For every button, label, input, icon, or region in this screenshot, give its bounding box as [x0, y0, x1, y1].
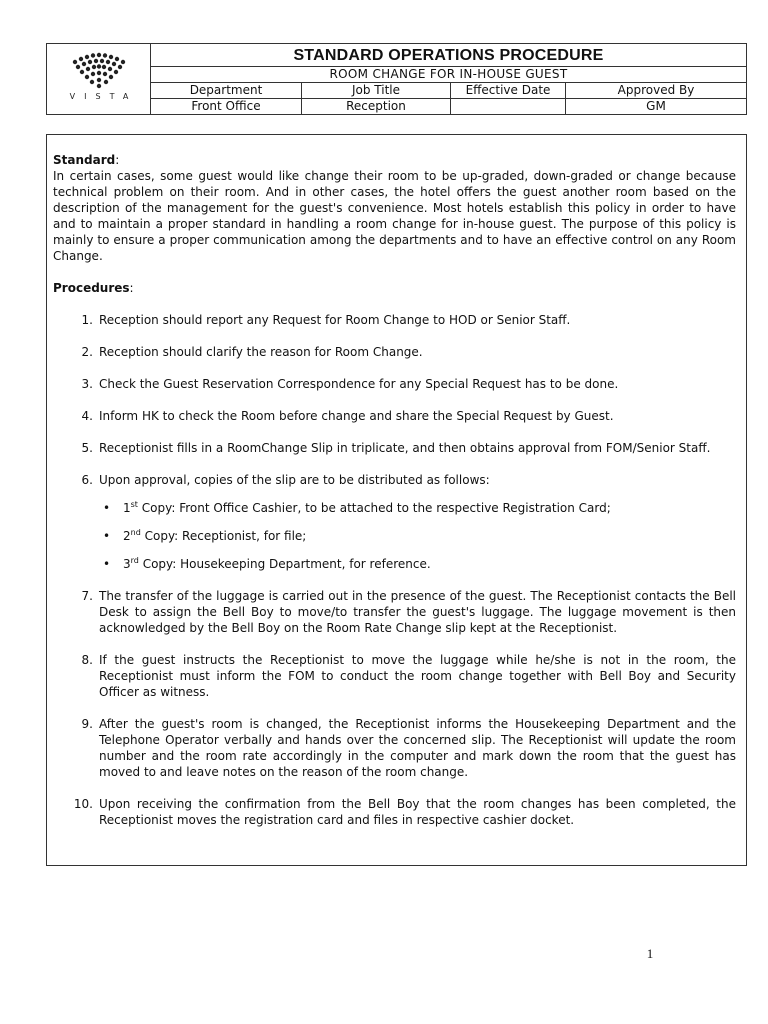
procedure-content — [53, 152, 736, 844]
procedure-text: Reception should report any Request for Room Change to HOD or Senior Staff. — [99, 313, 571, 327]
approved-by-value: GM — [646, 99, 666, 113]
effective-date-value — [451, 99, 566, 114]
logo-text: VISTA — [69, 92, 138, 101]
procedures-list — [53, 312, 736, 828]
copy-item — [99, 556, 736, 572]
copy-item — [99, 528, 736, 544]
page-title: STANDARD OPERATIONS PROCEDURE — [293, 47, 604, 64]
procedure-text: The transfer of the luggage is carried out in the presence of the guest. The Receptionist contacts the Bell Desk to assign the Bell Boy to move/to transfer the guest's luggage. The luggage movement is then acknowledged by the Bell Boy on the Room Rate Change slip kept at the Receptionist. — [99, 589, 736, 635]
crown-logo-icon — [67, 52, 131, 92]
bullet-icon: • — [103, 529, 111, 543]
procedure-text: Check the Guest Reservation Correspondence for any Special Request has to be done. — [99, 377, 619, 391]
procedures-heading-text: Procedures — [53, 281, 130, 295]
procedure-number: 5. — [81, 441, 93, 455]
page-subtitle: ROOM CHANGE FOR IN-HOUSE GUEST — [329, 67, 568, 81]
logo-cell — [47, 44, 151, 114]
procedure-number: 3. — [81, 377, 93, 391]
copy-text: Copy: Front Office Cashier, to be attached to the respective Registration Card; — [137, 501, 611, 515]
procedure-text: Inform HK to check the Room before change and share the Special Request by Guest. — [99, 409, 614, 423]
page-number: 1 — [646, 946, 654, 961]
procedure-text: After the guest's room is changed, the Receptionist informs the Housekeeping Department and the Telephone Operator verbally and hands over the concerned slip. The Receptionist will update the room number and the room rate accordingly in the computer and mark down the room that the guest has moved to and leave notes on the reason of the room change. — [99, 717, 736, 779]
procedure-text: Upon receiving the confirmation from the Bell Boy that the room changes has been completed, the Receptionist moves the registration card and files in respective cashier docket. — [99, 797, 736, 827]
copy-ordinal-suffix: st — [130, 500, 138, 509]
department-header: Department — [151, 83, 302, 98]
copy-ordinal: 1 — [123, 501, 131, 515]
procedure-item — [53, 796, 736, 828]
job-title-header: Job Title — [302, 83, 451, 98]
approved-by-header: Approved By — [617, 83, 695, 97]
bullet-icon: • — [103, 501, 111, 515]
procedure-number: 6. — [81, 473, 93, 487]
procedure-item — [53, 716, 736, 780]
procedure-item — [53, 472, 736, 572]
procedure-item — [53, 652, 736, 700]
procedure-item — [53, 376, 736, 392]
procedure-number: 4. — [81, 409, 93, 423]
procedure-item — [53, 440, 736, 456]
procedures-heading — [53, 280, 736, 296]
subtitle-row — [151, 67, 746, 83]
procedure-text: Receptionist fills in a RoomChange Slip in triplicate, and then obtains approval from FOM/Senior Staff. — [99, 441, 711, 455]
procedures-heading-colon: : — [129, 281, 134, 295]
procedure-item — [53, 312, 736, 328]
copies-list — [99, 500, 736, 572]
procedure-number: 1. — [81, 313, 93, 327]
procedure-number: 2. — [81, 345, 93, 359]
bullet-icon: • — [103, 557, 111, 571]
standard-heading-colon: : — [115, 153, 120, 167]
sop-header-table — [46, 43, 747, 115]
copy-ordinal-suffix: rd — [130, 556, 139, 565]
copy-text: Copy: Housekeeping Department, for reference. — [138, 557, 431, 571]
procedure-number: 9. — [81, 717, 93, 731]
standard-heading-text: Standard — [53, 153, 116, 167]
procedure-item — [53, 588, 736, 636]
standard-heading — [53, 152, 736, 168]
procedure-text: Upon approval, copies of the slip are to be distributed as follows: — [99, 473, 490, 487]
copy-ordinal: 2 — [123, 529, 131, 543]
title-row — [151, 44, 746, 67]
procedure-body-box — [46, 134, 747, 866]
procedure-item — [53, 408, 736, 424]
copy-ordinal: 3 — [123, 557, 131, 571]
department-value: Front Office — [151, 99, 302, 114]
column-header-row — [151, 83, 746, 99]
copy-item — [99, 500, 736, 516]
procedure-number: 10. — [73, 797, 93, 811]
procedure-number: 8. — [81, 653, 93, 667]
effective-date-header: Effective Date — [451, 83, 566, 98]
procedure-item — [53, 344, 736, 360]
header-details — [151, 44, 746, 114]
standard-text: In certain cases, some guest would like change their room to be up-graded, down-graded or change because technical problem on their room. And in other cases, the hotel offers the guest another room based on the description of the management for the guest's convenience. Most hotels establish this policy in order to have and to maintain a proper standard in handling a room change for in-house guest. The purpose of this policy is mainly to ensure a proper communication among the departments and to have an effective control on any Room Change. — [53, 169, 736, 263]
job-title-value: Reception — [302, 99, 451, 114]
procedure-number: 7. — [81, 589, 93, 603]
procedure-text: Reception should clarify the reason for Room Change. — [99, 345, 423, 359]
column-value-row — [151, 99, 746, 114]
copy-ordinal-suffix: nd — [130, 528, 141, 537]
procedure-text: If the guest instructs the Receptionist to move the luggage while he/she is not in the room, the Receptionist must inform the FOM to conduct the room change together with Bell Boy and Security Officer as witness. — [99, 653, 736, 699]
copy-text: Copy: Receptionist, for file; — [140, 529, 307, 543]
